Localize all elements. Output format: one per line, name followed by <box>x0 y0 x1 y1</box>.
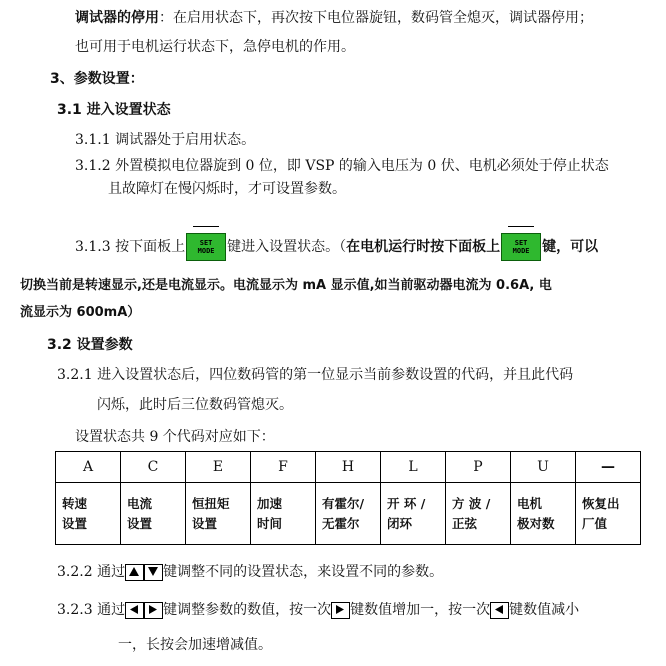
desc-line: 设置 <box>192 515 218 531</box>
desc-line: 电流 <box>127 495 153 511</box>
desc-line: 电机 <box>517 495 543 511</box>
desc-line: 加速 <box>257 495 283 511</box>
desc-line: 有霍尔/ <box>322 495 365 511</box>
item-3-2-1-line1: 3.2.1 进入设置状态后，四位数码管的第一位显示当前参数设置的代码，并且此代码 <box>57 367 574 383</box>
item-3-2-3-line1 <box>57 601 579 619</box>
set-label: SET <box>508 226 534 258</box>
item-3-2-2-suffix: 键调整不同的设置状态，来设置不同的参数。 <box>163 564 444 580</box>
codes-row <box>56 452 641 483</box>
code-cell: U <box>511 452 576 483</box>
code-cell: A <box>56 452 121 483</box>
code-cell: — <box>576 452 641 483</box>
mode-set-key-icon <box>501 233 541 261</box>
item-3-2-3-part4: 键数值减小 <box>509 602 580 618</box>
stop-lead: 调试器的停用 <box>75 10 159 26</box>
stop-paragraph-line2: 也可用于电机运行状态下，急停电机的作用。 <box>75 39 355 55</box>
desc-line: 设置 <box>127 515 153 531</box>
stop-paragraph-line1 <box>75 9 593 27</box>
section-3-1-heading: 3.1 进入设置状态 <box>57 102 171 118</box>
desc-line: 转速 <box>62 495 88 511</box>
code-cell: E <box>186 452 251 483</box>
left-arrow-key-icon <box>125 602 144 619</box>
code-cell: C <box>121 452 186 483</box>
item-3-1-1: 3.1.1 调试器处于启用状态。 <box>75 132 256 148</box>
item-3-2-3-prefix: 3.2.3 通过 <box>57 602 126 618</box>
item-3-1-3-prefix: 3.1.3 按下面板上 <box>75 239 186 255</box>
desc-line: 开 环 / <box>387 495 426 511</box>
code-cell: F <box>251 452 316 483</box>
item-3-2-3-line2: 一，长按会加速增减值。 <box>118 637 272 653</box>
mode-label: MODE <box>197 247 215 255</box>
desc-line: 恒扭矩 <box>192 495 230 511</box>
desc-line: 闭环 <box>387 515 413 531</box>
item-3-2-2-prefix: 3.2.2 通过 <box>57 564 126 580</box>
item-3-1-3-line3: 流显示为 600mA） <box>20 305 141 320</box>
section-3-heading: 3、参数设置： <box>50 71 144 87</box>
item-3-2-2 <box>57 563 443 581</box>
item-3-1-3-mid: 键进入设置状态。 <box>227 239 340 255</box>
paren-open: （ <box>339 239 347 255</box>
down-arrow-key-icon <box>144 564 163 581</box>
desc-cell <box>316 483 381 545</box>
desc-line: 无霍尔 <box>322 515 360 531</box>
desc-line: 极对数 <box>517 515 555 531</box>
mode-label: MODE <box>512 247 530 255</box>
right-arrow-key-icon <box>331 602 350 619</box>
mode-set-key-icon <box>186 233 226 261</box>
code-cell: P <box>446 452 511 483</box>
left-arrow-key-icon <box>490 602 509 619</box>
table-intro: 设置状态共 9 个代码对应如下： <box>75 429 275 445</box>
desc-cell <box>251 483 316 545</box>
item-3-1-3-bold1: 在电机运行时按下面板上 <box>346 239 501 255</box>
item-3-1-3-line1 <box>75 232 598 262</box>
item-3-1-2-line1: 3.1.2 外置模拟电位器旋到 0 位，即 VSP 的输入电压为 0 伏、电机必须处于停止状态 <box>75 158 609 174</box>
item-3-1-2-line2: 且故障灯在慢闪烁时，才可设置参数。 <box>108 181 346 197</box>
code-cell: L <box>381 452 446 483</box>
desc-cell <box>381 483 446 545</box>
desc-cell <box>121 483 186 545</box>
desc-line: 时间 <box>257 515 283 531</box>
section-3-2-heading: 3.2 设置参数 <box>47 337 133 353</box>
stop-text: ：在启用状态下，再次按下电位器旋钮，数码管全熄灭，调试器停用； <box>159 10 593 26</box>
item-3-2-3-part3: 键数值增加一，按一次 <box>350 602 491 618</box>
desc-line: 恢复出 <box>582 495 620 511</box>
set-label: SET <box>193 226 219 258</box>
item-3-2-3-part2: 键调整参数的数值，按一次 <box>163 602 332 618</box>
codes-table <box>55 451 641 545</box>
code-cell: H <box>316 452 381 483</box>
right-arrow-key-icon <box>144 602 163 619</box>
descriptions-row <box>56 483 641 545</box>
up-arrow-key-icon <box>125 564 144 581</box>
desc-line: 设置 <box>62 515 88 531</box>
item-3-1-3-line2: 切换当前是转速显示,还是电流显示。电流显示为 mA 显示值,如当前驱动器电流为 0.6A, 电 <box>20 278 552 293</box>
desc-cell <box>576 483 641 545</box>
desc-cell <box>446 483 511 545</box>
item-3-1-3-bold2: 键，可以 <box>542 239 599 255</box>
desc-line: 厂值 <box>582 515 608 531</box>
item-3-2-1-line2: 闪烁，此时后三位数码管熄灭。 <box>97 397 293 413</box>
desc-cell <box>186 483 251 545</box>
desc-cell <box>511 483 576 545</box>
desc-line: 正弦 <box>452 515 478 531</box>
desc-cell <box>56 483 121 545</box>
desc-line: 方 波 / <box>452 495 491 511</box>
